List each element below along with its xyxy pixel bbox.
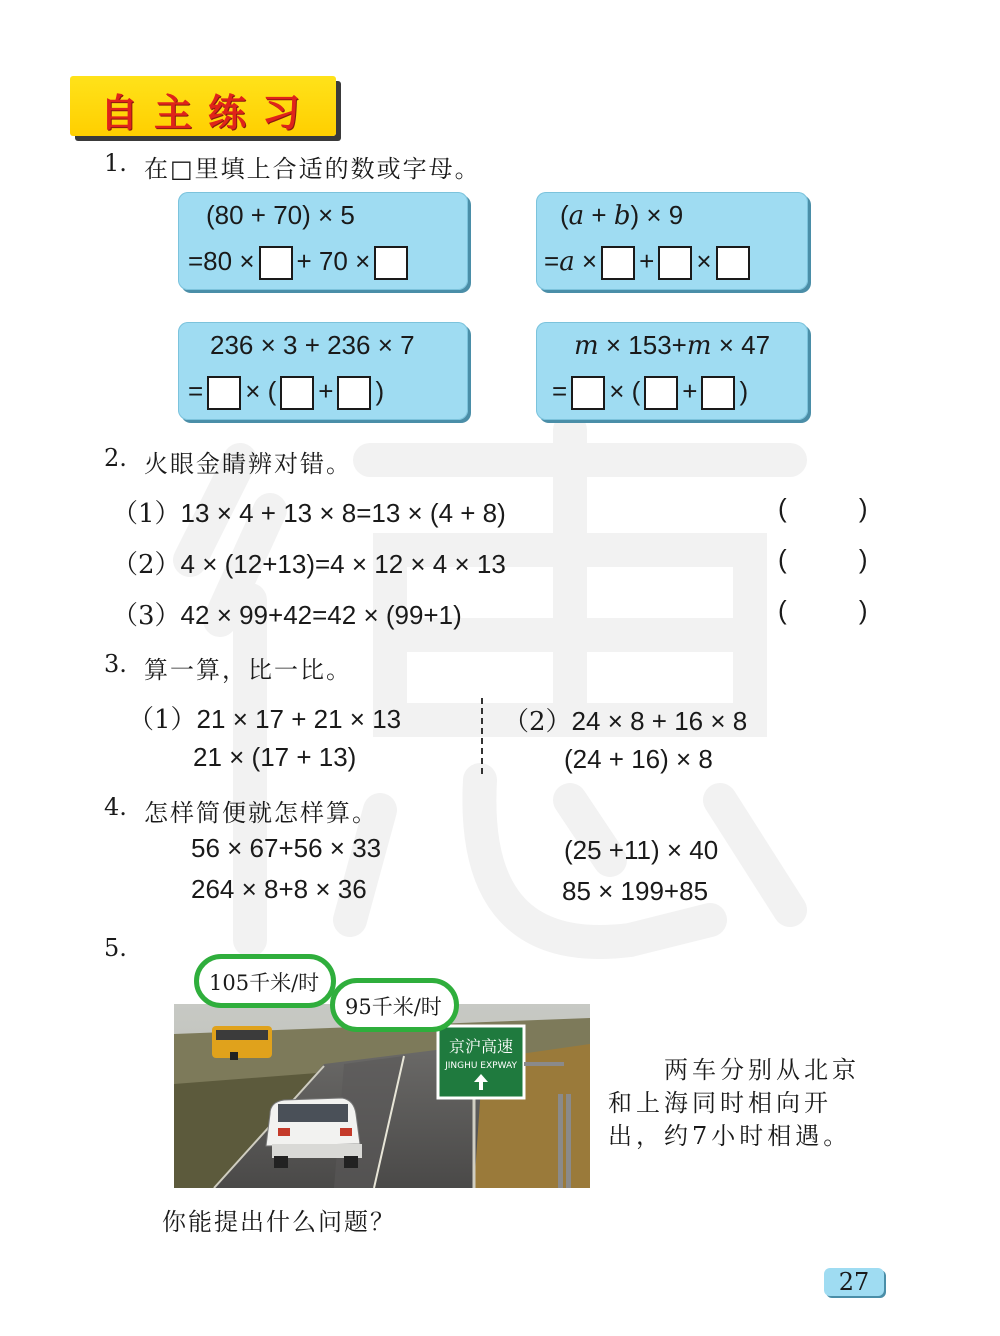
q1d-mid: × 153+ bbox=[598, 330, 687, 360]
answer-box[interactable] bbox=[280, 376, 314, 410]
answer-box[interactable] bbox=[716, 246, 750, 280]
q3-right-line1 bbox=[503, 701, 747, 738]
q1c-times: × ( bbox=[245, 376, 277, 406]
q2-number: 2. bbox=[104, 444, 127, 472]
q3-left-line2: 21 × (17 + 13) bbox=[193, 742, 357, 772]
q4-item-2: (25 +11) × 40 bbox=[564, 835, 719, 865]
q1d-plus: + bbox=[682, 376, 698, 406]
q4-item-1: 56 × 67+56 × 33 bbox=[191, 833, 382, 863]
q1c-line2 bbox=[188, 376, 384, 410]
q1-box-c bbox=[178, 322, 468, 420]
answer-box[interactable] bbox=[259, 246, 293, 280]
q4-number: 4. bbox=[104, 793, 127, 821]
answer-box[interactable] bbox=[601, 246, 635, 280]
q1b-var-b: b bbox=[613, 201, 631, 231]
q2-item-label: （2） bbox=[112, 550, 181, 580]
q1-prompt: 在□里填上合适的数或字母。 bbox=[144, 155, 481, 183]
q2-answer-slot[interactable]: ( ) bbox=[778, 493, 868, 523]
q1c-eq: = bbox=[188, 376, 204, 406]
q3-right-line2: (24 + 16) × 8 bbox=[564, 744, 713, 774]
q3-left-label: （1） bbox=[128, 705, 197, 735]
q1c-close: ) bbox=[375, 376, 385, 406]
q1b-plus: + bbox=[584, 200, 614, 230]
q1b-rest: ) × 9 bbox=[630, 200, 684, 230]
q1-number: 1. bbox=[104, 149, 127, 177]
answer-box[interactable] bbox=[701, 376, 735, 410]
q2-answer-slot[interactable]: ( ) bbox=[778, 595, 868, 625]
q2-answer-slot[interactable]: ( ) bbox=[778, 544, 868, 574]
q3-right-expr1: 24 × 8 + 16 × 8 bbox=[571, 706, 748, 736]
q1b-open: ( bbox=[560, 200, 569, 230]
q1d-close: ) bbox=[739, 376, 749, 406]
q5-desc-line2: 和上海同时相向开 bbox=[608, 1089, 832, 1117]
q1-box-d bbox=[536, 322, 808, 420]
q1b-times2: × bbox=[696, 246, 712, 276]
sign-chinese: 京沪高速 bbox=[448, 1037, 514, 1056]
q1b-line1 bbox=[560, 200, 683, 231]
q1b-times: × bbox=[574, 246, 598, 276]
speed-bubble-bus: 105千米/时 bbox=[194, 954, 336, 1008]
q1d-var-m2: m bbox=[686, 331, 712, 361]
q1d-line2 bbox=[552, 376, 748, 410]
q5-question: 你能提出什么问题？ bbox=[162, 1208, 396, 1236]
answer-box[interactable] bbox=[658, 246, 692, 280]
q4-prompt: 怎样简便就怎样算。 bbox=[144, 799, 378, 827]
q1-box-b bbox=[536, 192, 808, 290]
q1a-part2: + 70 × bbox=[296, 246, 371, 276]
q1d-line1 bbox=[574, 330, 770, 361]
q1d-var-m: m bbox=[574, 331, 599, 361]
q5-number: 5. bbox=[104, 934, 127, 962]
q1b-var-a: a bbox=[568, 201, 585, 231]
q1c-plus: + bbox=[318, 376, 334, 406]
q1b-line2 bbox=[544, 246, 754, 280]
q1a-part1: =80 × bbox=[188, 246, 255, 276]
q1d-end: × 47 bbox=[711, 330, 771, 360]
section-title: 自主练习 bbox=[100, 91, 317, 135]
q1d-eq: = bbox=[552, 376, 568, 406]
section-title-banner bbox=[70, 76, 336, 136]
q3-left-line1 bbox=[128, 699, 401, 736]
page-number: 27 bbox=[824, 1268, 884, 1296]
q1b-var-a2: a bbox=[559, 247, 575, 277]
q5-desc-line1: 两车分别从北京 bbox=[664, 1056, 860, 1084]
q4-item-3: 264 × 8+8 × 36 bbox=[191, 874, 367, 904]
q2-item-expr: 42 × 99+42=42 × (99+1) bbox=[180, 600, 462, 630]
q2-item-label: （3） bbox=[112, 601, 181, 631]
sign-english: JINGHU EXPWAY bbox=[445, 1061, 517, 1071]
q1a-line2 bbox=[188, 246, 412, 280]
q1c-line1: 236 × 3 + 236 × 7 bbox=[210, 330, 415, 360]
q2-item-2 bbox=[112, 544, 506, 581]
answer-box[interactable] bbox=[207, 376, 241, 410]
q3-number: 3. bbox=[104, 650, 127, 678]
answer-box[interactable] bbox=[374, 246, 408, 280]
divider-dashed bbox=[481, 698, 483, 774]
q3-right-label: （2） bbox=[503, 707, 572, 737]
q1-box-a bbox=[178, 192, 468, 290]
q1a-line1: (80 + 70) × 5 bbox=[206, 200, 355, 230]
q2-item-label: （1） bbox=[112, 499, 181, 529]
q4-item-4: 85 × 199+85 bbox=[562, 876, 709, 906]
q3-left-expr1: 21 × 17 + 21 × 13 bbox=[196, 704, 402, 734]
q2-prompt: 火眼金睛辨对错。 bbox=[144, 450, 352, 478]
answer-box[interactable] bbox=[337, 376, 371, 410]
q5-desc-line3: 出，约7小时相遇。 bbox=[608, 1122, 852, 1150]
q2-item-expr: 13 × 4 + 13 × 8=13 × (4 + 8) bbox=[180, 498, 506, 528]
answer-box[interactable] bbox=[644, 376, 678, 410]
q2-item-1 bbox=[112, 493, 506, 530]
q3-prompt: 算一算，比一比。 bbox=[144, 656, 352, 684]
q2-item-expr: 4 × (12+13)=4 × 12 × 4 × 13 bbox=[180, 549, 506, 579]
answer-box[interactable] bbox=[571, 376, 605, 410]
q1d-times: × ( bbox=[609, 376, 641, 406]
q1b-plus2: + bbox=[639, 246, 655, 276]
q2-item-3 bbox=[112, 595, 462, 632]
q1b-eq: = bbox=[544, 246, 560, 276]
speed-bubble-car: 95千米/时 bbox=[330, 978, 459, 1032]
